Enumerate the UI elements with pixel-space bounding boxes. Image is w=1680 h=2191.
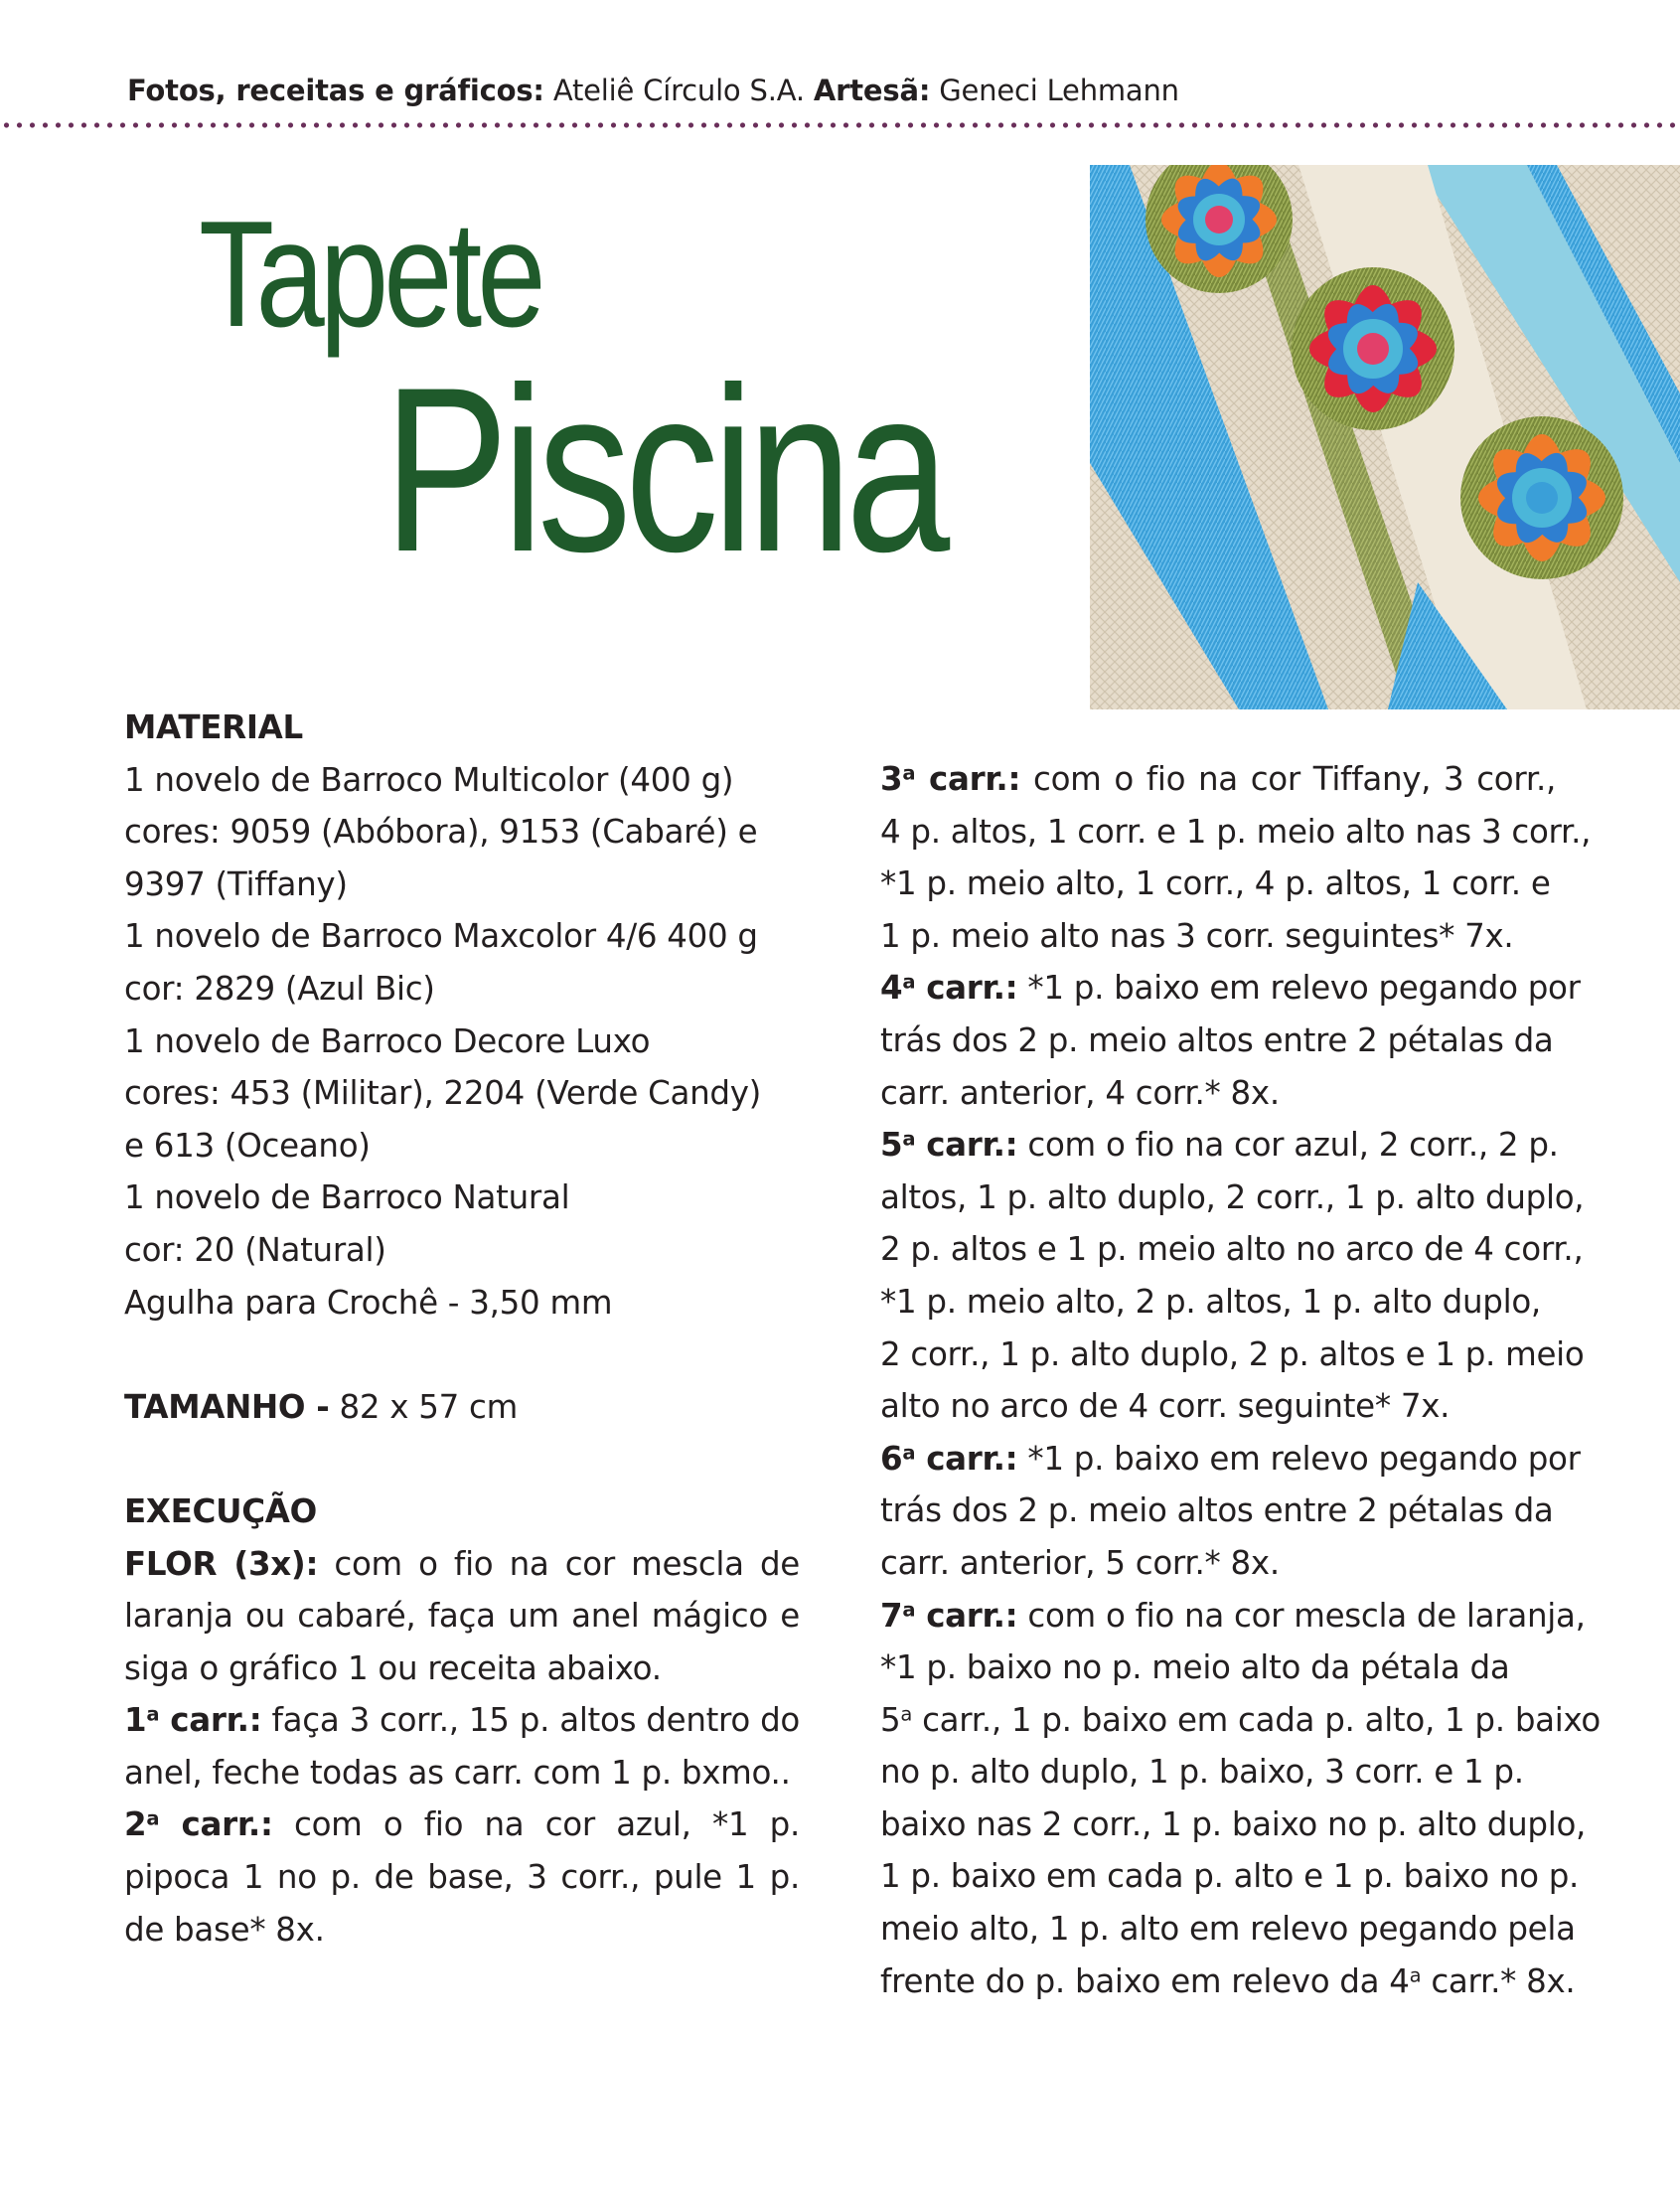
size-value: 82 x 57 cm [339, 1387, 518, 1426]
material-heading: MATERIAL [124, 708, 303, 746]
round-7-line: no p. alto duplo, 1 p. baixo, 3 corr. e 1 p. [880, 1753, 1524, 1792]
material-line: e 613 (Oceano) [124, 1126, 371, 1165]
round-5-line: 2 corr., 1 p. alto duplo, 2 p. altos e 1 p. meio [880, 1334, 1585, 1373]
round-7-line: meio alto, 1 p. alto em relevo pegando pela [880, 1910, 1576, 1949]
round-4-line: trás dos 2 p. meio altos entre 2 pétalas da [880, 1020, 1554, 1059]
round-5-line: alto no arco de 4 corr. seguinte* 7x. [880, 1387, 1451, 1426]
material-line: 1 novelo de Barroco Decore Luxo [124, 1021, 651, 1060]
credits-line [127, 74, 1179, 107]
crochet-rug-photo [1090, 165, 1680, 709]
round-7-line: frente do p. baixo em relevo da 4$^a$ carr.* 8x. [880, 1961, 1576, 2000]
round-2-line: 2$^a$ carr.: com o fio na cor azul, *1 p. [124, 1805, 801, 1844]
flor-line: laranja ou cabaré, faça um anel mágico e [124, 1597, 800, 1636]
round-1-line: 1$^a$ carr.: faça 3 corr., 15 p. altos dentro do [124, 1701, 800, 1740]
photos-value: Ateliê Círculo S.A. [552, 74, 805, 107]
round-5-line: 2 p. altos e 1 p. meio alto no arco de 4 corr., [880, 1230, 1584, 1269]
material-line: 9397 (Tiffany) [124, 864, 348, 903]
title-line-1: Tapete [199, 190, 541, 359]
round-2-line: pipoca 1 no p. de base, 3 corr., pule 1 p. [124, 1858, 800, 1897]
flor-line: siga o gráfico 1 ou receita abaixo. [124, 1648, 662, 1687]
round-6-line: 6$^a$ carr.: *1 p. baixo em relevo pegando por [880, 1439, 1581, 1478]
material-line: cores: 9059 (Abóbora), 9153 (Cabaré) e [124, 813, 758, 852]
material-line: 1 novelo de Barroco Multicolor (400 g) [124, 760, 734, 799]
material-line: 1 novelo de Barroco Natural [124, 1178, 570, 1217]
execution-heading: EXECUÇÃO [124, 1491, 317, 1530]
material-line: cor: 2829 (Azul Bic) [124, 969, 435, 1008]
round-7-line: 5$^a$ carr., 1 p. baixo em cada p. alto, 1 p. baixo [880, 1700, 1602, 1739]
round-7-line: 7$^a$ carr.: com o fio na cor mescla de laranja, [880, 1596, 1586, 1635]
material-line: Agulha para Crochê - 3,50 mm [124, 1283, 613, 1322]
round-3-line: 1 p. meio alto nas 3 corr. seguintes* 7x. [880, 916, 1514, 955]
right-column [880, 753, 1602, 2007]
material-line: cores: 453 (Militar), 2204 (Verde Candy) [124, 1074, 762, 1113]
round-2-line: de base* 8x. [124, 1910, 325, 1949]
flor-line: FLOR (3x): com o fio na cor mescla de [124, 1544, 800, 1583]
photos-label: Fotos, receitas e gráficos: [127, 74, 544, 107]
round-6-line: trás dos 2 p. meio altos entre 2 pétalas da [880, 1491, 1554, 1530]
size-label: TAMANHO - [124, 1387, 330, 1426]
flor-label: FLOR (3x): [124, 1544, 319, 1583]
round-5-line: 5$^a$ carr.: com o fio na cor azul, 2 corr., 2 p. [880, 1126, 1559, 1165]
artisan-value: Geneci Lehmann [939, 74, 1179, 107]
round-5-line: *1 p. meio alto, 2 p. altos, 1 p. alto duplo, [880, 1282, 1541, 1321]
material-line: cor: 20 (Natural) [124, 1230, 386, 1269]
size-line [124, 1381, 800, 1434]
round-3-line: 3$^a$ carr.: com o fio na cor Tiffany, 3 corr., [880, 760, 1557, 798]
round-3-line: *1 p. meio alto, 1 corr., 4 p. altos, 1 corr. e [880, 864, 1551, 903]
artisan-label: Artesã: [813, 74, 931, 107]
round-7-line: *1 p. baixo no p. meio alto da pétala da [880, 1648, 1510, 1687]
round-6-line: carr. anterior, 5 corr.* 8x. [880, 1543, 1280, 1582]
round-4-line: 4$^a$ carr.: *1 p. baixo em relevo pegando por [880, 969, 1581, 1008]
title-line-2: Piscina [383, 339, 944, 601]
round-5-line: altos, 1 p. alto duplo, 2 corr., 1 p. alto duplo, [880, 1177, 1585, 1216]
material-line: 1 novelo de Barroco Maxcolor 4/6 400 g [124, 917, 758, 956]
dotted-divider [0, 121, 1680, 129]
round-7-line: baixo nas 2 corr., 1 p. baixo no p. alto duplo, [880, 1804, 1587, 1843]
round-7-line: 1 p. baixo em cada p. alto e 1 p. baixo no p. [880, 1857, 1580, 1896]
round-4-line: carr. anterior, 4 corr.* 8x. [880, 1073, 1280, 1112]
round-3-line: 4 p. altos, 1 corr. e 1 p. meio alto nas 3 corr., [880, 812, 1592, 851]
left-column [124, 702, 800, 1956]
crochet-rug-illustration [1090, 165, 1680, 709]
round-1-line: anel, feche todas as carr. com 1 p. bxmo.. [124, 1753, 791, 1792]
